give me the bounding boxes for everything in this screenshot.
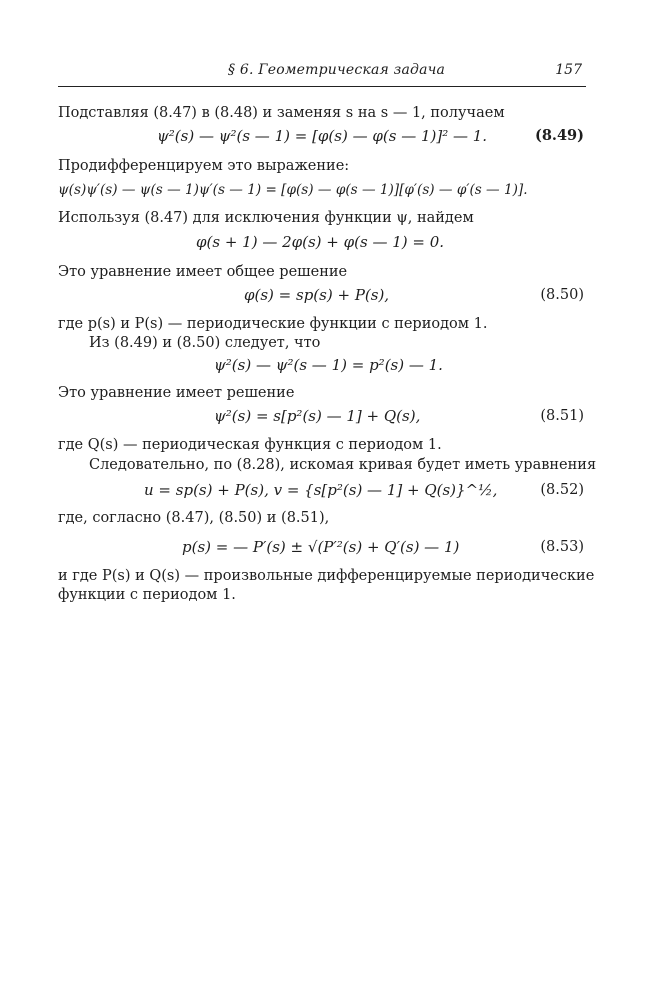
- paragraph-line: Подставляя (8.47) в (8.48) и заменяя s на s — 1, получаем: [58, 105, 505, 121]
- paragraph-line: Следовательно, по (8.28), искомая кривая будет иметь уравнения: [89, 457, 597, 473]
- paragraph-line: где p(s) и P(s) — периодические функции с периодом 1.: [58, 316, 488, 332]
- page-number: 157: [555, 62, 582, 78]
- equation-phi: φ(s + 1) — 2φ(s) + φ(s — 1) = 0.: [196, 233, 445, 251]
- paragraph-line: Продифференцируем это выражение:: [58, 158, 350, 174]
- equation-differentiated: ψ(s)ψ′(s) — ψ(s — 1)ψ′(s — 1) = [φ(s) — φ(s — 1)][φ′(s) — φ′(s — 1)].: [58, 182, 528, 198]
- paragraph-line: функции с периодом 1.: [58, 587, 236, 603]
- equation-number: (8.52): [540, 482, 584, 498]
- equation-8-50: φ(s) = sp(s) + P(s),: [244, 286, 390, 304]
- paragraph-line: где Q(s) — периодическая функция с периодом 1.: [58, 437, 442, 453]
- paragraph-line: и где P(s) и Q(s) — произвольные дифференцируемые периодические: [58, 568, 595, 584]
- equation-psi: ψ²(s) — ψ²(s — 1) = p²(s) — 1.: [214, 356, 443, 374]
- paragraph-line: где, согласно (8.47), (8.50) и (8.51),: [58, 510, 330, 526]
- equation-number: (8.53): [540, 539, 584, 555]
- equation-number: (8.49): [534, 127, 584, 144]
- paragraph-line: Используя (8.47) для исключения функции ψ, найдем: [58, 210, 474, 226]
- equation-8-53: p(s) = — P′(s) ± √(P′²(s) + Q′(s) — 1): [182, 538, 460, 556]
- equation-8-52: u = sp(s) + P(s), v = {s[p²(s) — 1] + Q(s)}^½,: [144, 481, 498, 499]
- running-head: § 6. Геометрическая задача: [228, 62, 446, 78]
- equation-number: (8.50): [540, 287, 584, 303]
- paragraph-line: Из (8.49) и (8.50) следует, что: [89, 335, 321, 351]
- page-header: [58, 60, 586, 87]
- paragraph-line: Это уравнение имеет общее решение: [58, 264, 348, 280]
- equation-number: (8.51): [540, 408, 584, 424]
- equation-8-51: ψ²(s) = s[p²(s) — 1] + Q(s),: [214, 407, 421, 425]
- paragraph-line: Это уравнение имеет решение: [58, 385, 295, 401]
- equation-8-49: ψ²(s) — ψ²(s — 1) = [φ(s) — φ(s — 1)]² — 1.: [157, 127, 488, 145]
